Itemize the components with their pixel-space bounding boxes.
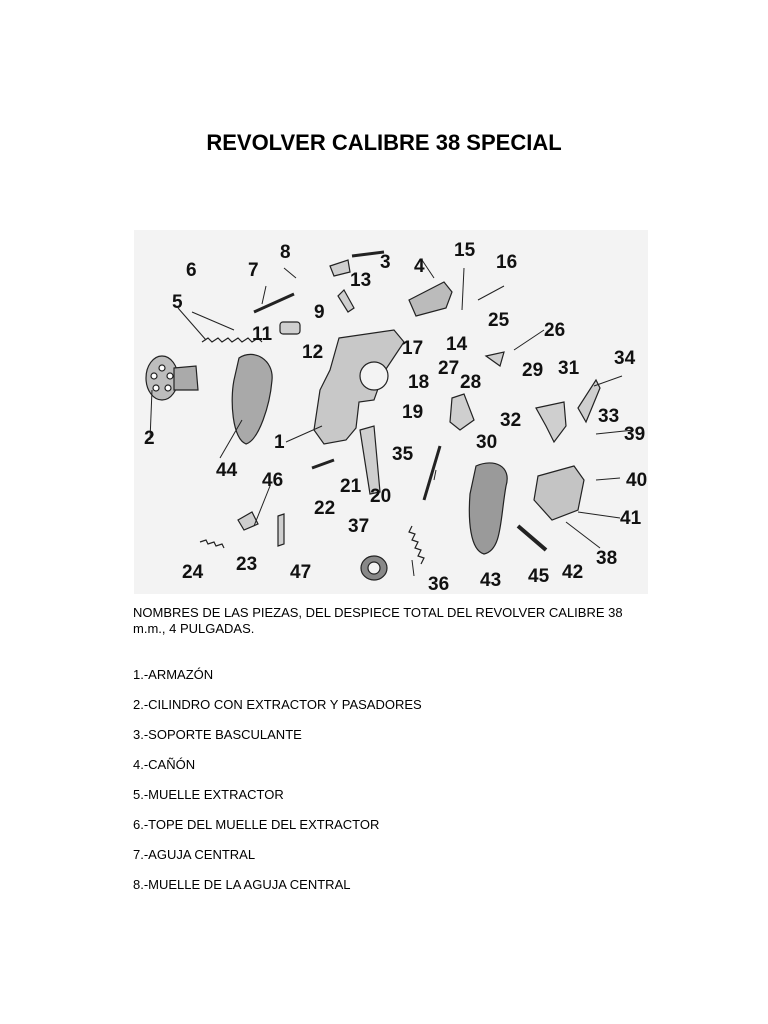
part-frame bbox=[314, 330, 404, 444]
part-23 bbox=[238, 512, 258, 530]
label-22: 22 bbox=[314, 498, 336, 519]
parts-list-item: 6.-TOPE DEL MUELLE DEL EXTRACTOR bbox=[133, 817, 380, 832]
label-36: 36 bbox=[428, 574, 450, 594]
label-4: 4 bbox=[414, 256, 425, 277]
part-35 bbox=[424, 446, 440, 500]
label-40: 40 bbox=[626, 470, 648, 491]
label-12: 12 bbox=[302, 342, 324, 363]
label-23: 23 bbox=[236, 554, 258, 575]
part-22 bbox=[312, 460, 334, 468]
part-20 bbox=[360, 426, 380, 494]
label-43: 43 bbox=[480, 570, 502, 591]
label-18: 18 bbox=[408, 372, 430, 393]
label-7: 7 bbox=[248, 260, 259, 281]
label-35: 35 bbox=[392, 444, 414, 465]
part-24 bbox=[200, 540, 224, 548]
parts-caption: NOMBRES DE LAS PIEZAS, DEL DESPIECE TOTAL DEL REVOLVER CALIBRE 38 m.m., 4 PULGADAS. bbox=[133, 605, 623, 636]
label-39: 39 bbox=[624, 424, 646, 445]
label-45: 45 bbox=[528, 566, 550, 587]
exploded-view-diagram bbox=[134, 230, 648, 594]
label-14: 14 bbox=[446, 334, 468, 355]
label-28: 28 bbox=[460, 372, 482, 393]
label-29: 29 bbox=[522, 360, 544, 381]
label-31: 31 bbox=[558, 358, 580, 379]
parts-list-item: 8.-MUELLE DE LA AGUJA CENTRAL bbox=[133, 877, 351, 892]
part-30 bbox=[450, 394, 474, 430]
label-37: 37 bbox=[348, 516, 370, 537]
label-47: 47 bbox=[290, 562, 312, 583]
parts-list-item: 3.-SOPORTE BASCULANTE bbox=[133, 727, 302, 742]
part-47 bbox=[278, 514, 284, 546]
label-16: 16 bbox=[496, 252, 518, 273]
part-45 bbox=[518, 526, 546, 550]
label-19: 19 bbox=[402, 402, 424, 423]
label-11: 11 bbox=[252, 324, 273, 345]
label-6: 6 bbox=[186, 260, 197, 281]
label-15: 15 bbox=[454, 240, 476, 261]
parts-list-item: 5.-MUELLE EXTRACTOR bbox=[133, 787, 284, 802]
label-21: 21 bbox=[340, 476, 362, 497]
label-41: 41 bbox=[620, 508, 642, 529]
parts-list-item: 7.-AGUJA CENTRAL bbox=[133, 847, 256, 862]
label-2: 2 bbox=[144, 428, 155, 449]
label-13: 13 bbox=[350, 270, 372, 291]
label-9: 9 bbox=[314, 302, 325, 323]
label-27: 27 bbox=[438, 358, 460, 379]
label-32: 32 bbox=[500, 410, 522, 431]
document-title: REVOLVER CALIBRE 38 SPECIAL bbox=[206, 130, 562, 155]
label-5: 5 bbox=[172, 292, 183, 313]
label-34: 34 bbox=[614, 348, 636, 369]
label-26: 26 bbox=[544, 320, 566, 341]
part-grip-left bbox=[232, 354, 272, 444]
part-barrel bbox=[409, 282, 452, 316]
label-44: 44 bbox=[216, 460, 238, 481]
part-11 bbox=[280, 322, 300, 334]
label-42: 42 bbox=[562, 562, 584, 583]
part-25 bbox=[486, 352, 504, 366]
label-30: 30 bbox=[476, 432, 498, 453]
label-46: 46 bbox=[262, 470, 284, 491]
label-8: 8 bbox=[280, 242, 291, 263]
part-hammer bbox=[578, 380, 600, 422]
label-3: 3 bbox=[380, 252, 391, 273]
label-24: 24 bbox=[182, 562, 204, 583]
part-36 bbox=[409, 526, 424, 564]
label-20: 20 bbox=[370, 486, 392, 507]
part-side-plate bbox=[534, 466, 584, 520]
label-25: 25 bbox=[488, 310, 510, 331]
part-trigger bbox=[536, 402, 566, 442]
parts-list-item: 2.-CILINDRO CON EXTRACTOR Y PASADORES bbox=[133, 697, 422, 712]
label-33: 33 bbox=[598, 406, 620, 427]
parts-list-item: 1.-ARMAZÓN bbox=[133, 667, 214, 682]
part-9 bbox=[330, 260, 350, 276]
part-cylinder bbox=[146, 356, 198, 400]
label-1: 1 bbox=[274, 432, 285, 453]
exploded-view-svg bbox=[134, 230, 648, 594]
label-17: 17 bbox=[402, 338, 424, 359]
parts-list-item: 4.-CAÑÓN bbox=[133, 757, 196, 772]
parts-list bbox=[133, 667, 422, 907]
part-12 bbox=[338, 290, 354, 312]
part-firing-pin bbox=[254, 294, 294, 312]
part-number-labels bbox=[144, 240, 647, 594]
label-38: 38 bbox=[596, 548, 618, 569]
part-grip-right bbox=[469, 463, 507, 554]
